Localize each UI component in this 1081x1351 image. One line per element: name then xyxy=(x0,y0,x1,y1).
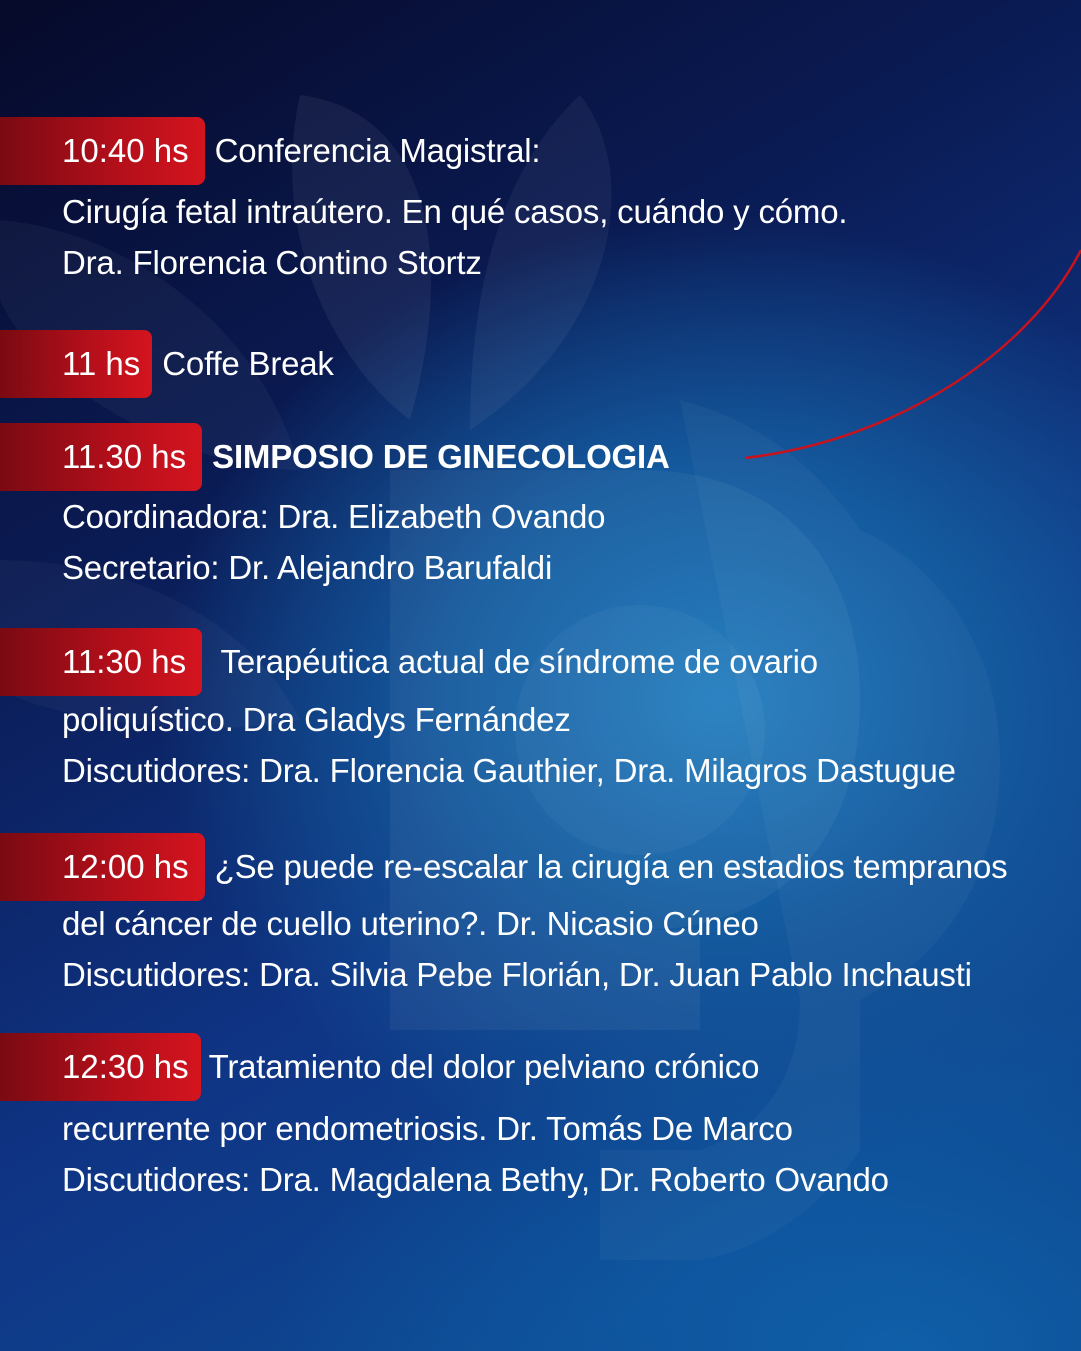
session-4 xyxy=(0,628,1081,789)
time-badge: 12:30 hs xyxy=(0,1033,201,1101)
session-header xyxy=(0,628,1081,696)
session-header xyxy=(0,330,1081,398)
session-speaker: Dra. Florencia Contino Stortz xyxy=(62,244,482,281)
discussants-line: Discutidores: Dra. Magdalena Bethy, Dr. Roberto Ovando xyxy=(62,1161,889,1198)
session-2 xyxy=(0,330,1081,398)
session-title: Tratamiento del dolor pelviano crónico xyxy=(208,1048,760,1085)
time-badge: 10:40 hs xyxy=(0,117,205,185)
discussants-line: Discutidores: Dra. Florencia Gauthier, Dra. Milagros Dastugue xyxy=(62,752,956,789)
session-line: Cirugía fetal intraútero. En qué casos, cuándo y cómo. xyxy=(62,193,848,230)
session-title: Terapéutica actual de síndrome de ovario xyxy=(212,643,818,680)
session-6 xyxy=(0,1033,1081,1198)
session-1 xyxy=(0,117,1081,281)
session-header xyxy=(0,423,1081,491)
time-badge: 11 hs xyxy=(0,330,152,398)
session-header xyxy=(0,117,1081,185)
symposium-title: SIMPOSIO DE GINECOLOGIA xyxy=(212,438,670,475)
session-title: ¿Se puede re-escalar la cirugía en estadios tempranos xyxy=(214,848,1008,885)
session-5 xyxy=(0,833,1081,993)
session-line: poliquístico. Dra Gladys Fernández xyxy=(62,701,571,738)
session-title: Conferencia Magistral: xyxy=(214,132,541,169)
secretary-line: Secretario: Dr. Alejandro Barufaldi xyxy=(62,549,553,586)
discussants-line: Discutidores: Dra. Silvia Pebe Florián, Dr. Juan Pablo Inchausti xyxy=(62,956,972,993)
session-line: del cáncer de cuello uterino?. Dr. Nicasio Cúneo xyxy=(62,905,759,942)
time-badge: 11:30 hs xyxy=(0,628,202,696)
time-badge: 11.30 hs xyxy=(0,423,202,491)
session-title: Coffe Break xyxy=(162,345,334,382)
session-line: recurrente por endometriosis. Dr. Tomás De Marco xyxy=(62,1110,793,1147)
time-badge: 12:00 hs xyxy=(0,833,205,901)
coordinator-line: Coordinadora: Dra. Elizabeth Ovando xyxy=(62,498,606,535)
session-header xyxy=(0,833,1081,901)
session-3 xyxy=(0,423,1081,586)
session-header xyxy=(0,1033,1081,1101)
